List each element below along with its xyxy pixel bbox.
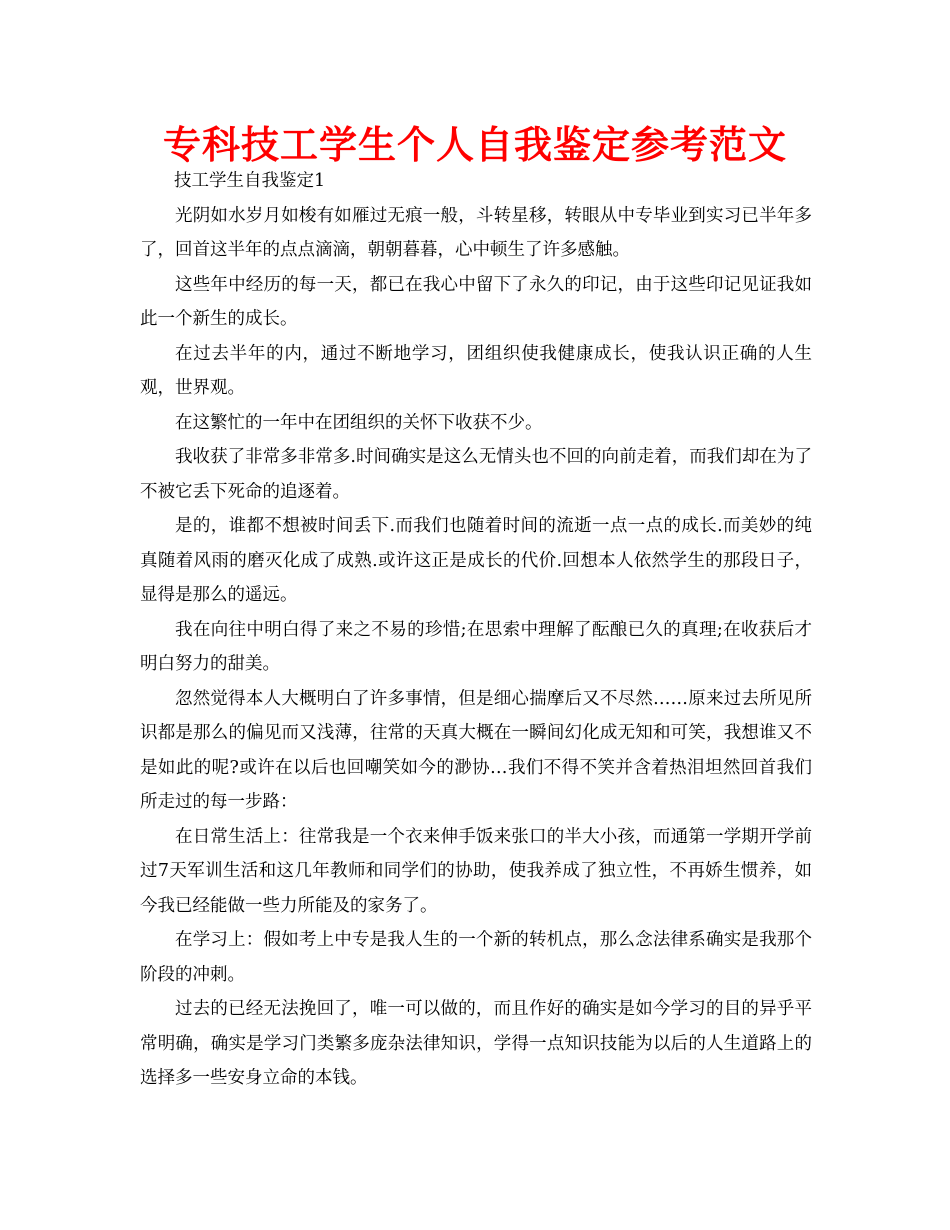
- paragraph: 过去的已经无法挽回了，唯一可以做的，而且作好的确实是如今学习的目的异乎平常明确，确实是学习门类繁多庞杂法律知识，学得一点知识技能为以后的人生道路上的选择多一些安身立命的本钱。: [140, 999, 812, 1088]
- document-title: 专科技工学生个人自我鉴定参考范文: [162, 123, 787, 167]
- paragraph: 在过去半年的内，通过不断地学习，团组织使我健康成长，使我认识正确的人生观，世界观。: [140, 343, 812, 398]
- paragraph: 我在向往中明白得了来之不易的珍惜;在思索中理解了酝酿已久的真理;在收获后才明白努力的甜美。: [140, 619, 812, 674]
- paragraph: 在这繁忙的一年中在团组织的关怀下收获不少。: [175, 412, 543, 433]
- document-body: [140, 164, 812, 1096]
- paragraph: 这些年中经历的每一天，都已在我心中留下了永久的印记，由于这些印记见证我如此一个新生的成长。: [140, 274, 812, 329]
- paragraph: 光阴如水岁月如梭有如雁过无痕一般，斗转星移，转眼从中专毕业到实习已半年多了，回首这半年的点点滴滴，朝朝暮暮，心中顿生了许多感触。: [140, 205, 812, 260]
- paragraph: 在日常生活上：往常我是一个衣来伸手饭来张口的半大小孩，而通第一学期开学前过7天军训生活和这几年教师和同学们的协助，使我养成了独立性，不再娇生惯养，如今我已经能做一些力所能及的家务了。: [140, 826, 812, 916]
- paragraph: 在学习上：假如考上中专是我人生的一个新的转机点，那么念法律系确实是我那个阶段的冲刺。: [140, 930, 812, 985]
- paragraph: 我收获了非常多非常多.时间确实是这么无情头也不回的向前走着，而我们却在为了不被它丢下死命的追逐着。: [140, 447, 812, 502]
- paragraph: 忽然觉得本人大概明白了许多事情，但是细心揣摩后又不尽然……原来过去所见所识都是那么的偏见而又浅薄，往常的天真大概在一瞬间幻化成无知和可笑，我想谁又不是如此的呢?或许在以后也回嘲笑如今的渺协…我们不得不笑并含着热泪坦然回首我们所走过的每一步路：: [140, 688, 812, 812]
- paragraph: 是的，谁都不想被时间丢下.而我们也随着时间的流逝一点一点的成长.而美妙的纯真随着风雨的磨灭化成了成熟.或许这正是成长的代价.回想本人依然学生的那段日子，显得是那么的遥远。: [140, 516, 812, 605]
- section-subtitle: 技工学生自我鉴定1: [174, 171, 326, 191]
